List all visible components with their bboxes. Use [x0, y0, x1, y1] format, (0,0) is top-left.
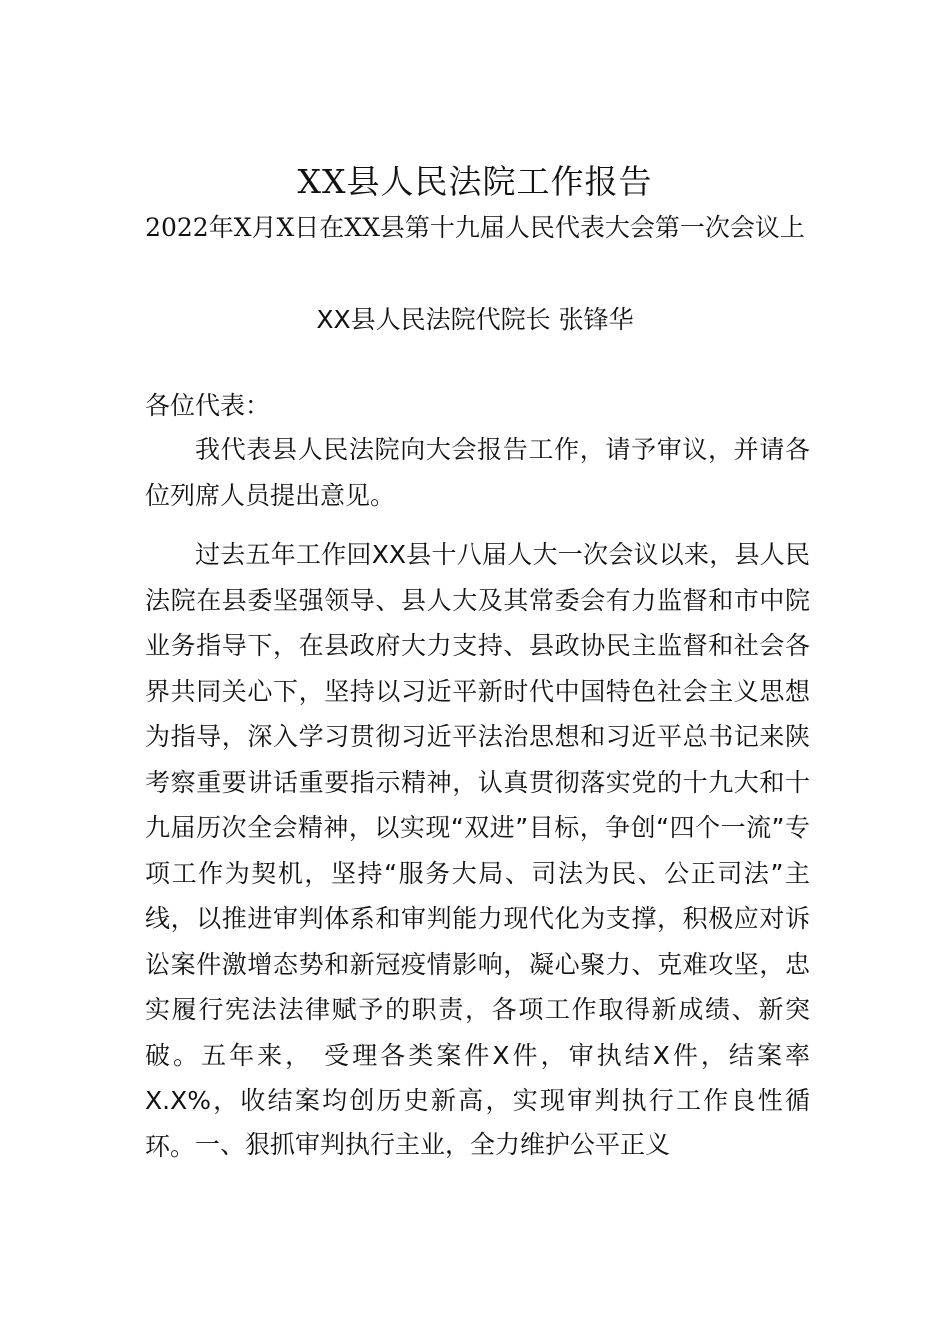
paragraph-intro: 我代表县人民法院向大会报告工作，请予审议，并请各位列席人员提出意见。 [145, 435, 810, 510]
paragraph-review: 过去五年工作回XX县十八届人大一次会议以来，县人民法院在县委坚强领导、县人大及其常委会有力监督和市中院业务指导下，在县政府大力支持、县政协民主监督和社会各界共同关心下，坚持以习近平新时代中国特色社会主义思想为指导，深入学习贯彻习近平法治思想和习近平总书记来陕考察重要讲话重要指示精神，认真贯彻落实党的十九大和十九届历次全会精神，以实现“双进”目标，争创“四个一流”专项工作为契机，坚持“服务大局、司法为民、公正司法”主线，以推进审判体系和审判能力现代化为支撑，积极应对诉讼案件激增态势和新冠疫情影响，凝心聚力、克难攻坚，忠实履行宪法法律赋予的职责，各项工作取得新成绩、新突破。五年来， 受理各类案件X件，审执结X件，结案率X.X%，收结案均创历史新高，实现审判执行工作良性循环。 [145, 540, 810, 1161]
report-subtitle: 2022年X月X日在XX县第十九届人民代表大会第一次会议上 [145, 213, 805, 242]
salutation: 各位代表： [145, 391, 271, 420]
report-title: XX县人民法院工作报告 [297, 162, 653, 201]
report-speaker: XX县人民法院代院长 张锋华 [316, 305, 634, 334]
section-heading: 一、狠抓审判执行主业，全力维护公平正义 [195, 1130, 671, 1159]
